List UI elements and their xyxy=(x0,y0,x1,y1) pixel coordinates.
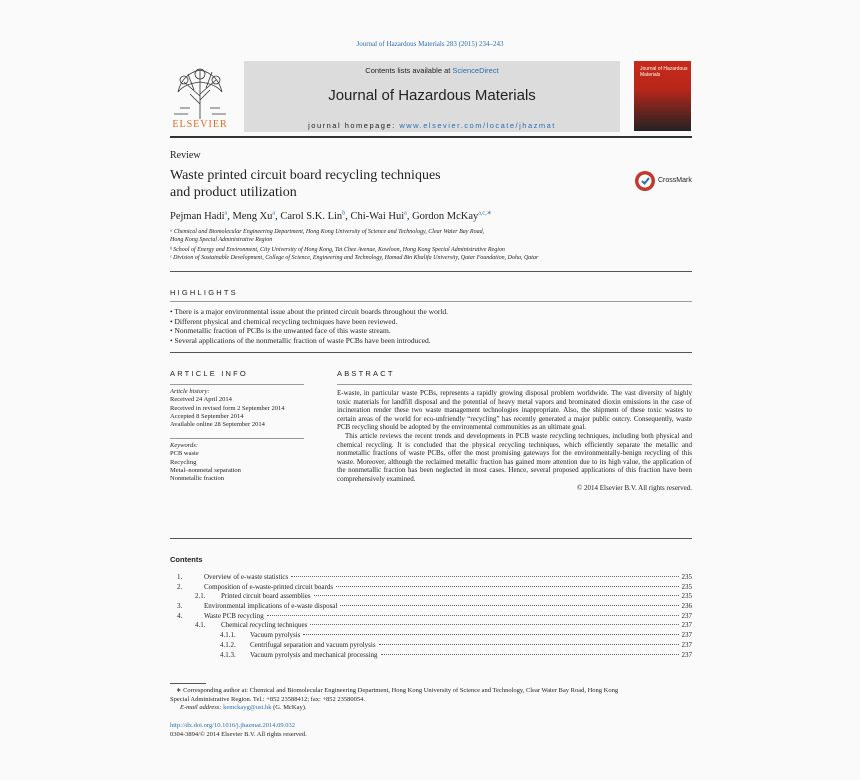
crossmark-label: CrossMark xyxy=(658,177,692,184)
crossmark-icon xyxy=(634,170,656,192)
email-link[interactable]: kemckayg@ust.hk xyxy=(223,704,272,711)
toc-entry[interactable]: 4.1. Chemical recycling techniques 237 xyxy=(195,621,692,629)
author[interactable]: Meng Xu$^a$, xyxy=(232,210,281,222)
divider xyxy=(170,438,304,439)
divider xyxy=(337,384,692,385)
toc-entry[interactable]: 4.1.3. Vacuum pyrolysis and mechanical processing 237 xyxy=(220,651,692,659)
toc-entry[interactable]: 4.1.1. Vacuum pyrolysis 237 xyxy=(220,631,692,639)
history-online: Available online 28 September 2014 xyxy=(170,421,265,429)
history-label: Article history: xyxy=(170,388,210,395)
abstract-copyright: © 2014 Elsevier B.V. All rights reserved. xyxy=(576,483,692,492)
highlight-item: • Several applications of the nonmetallic fraction of waste PCBs have been introduced. xyxy=(170,336,431,345)
article-info-heading: ARTICLE INFO xyxy=(170,369,248,378)
issn-line: 0304-3894/© 2014 Elsevier B.V. All rights reserved. xyxy=(170,731,307,738)
abstract-body xyxy=(337,389,692,492)
divider xyxy=(170,271,692,272)
abstract-paragraph-2: This article reviews the recent trends and developments in PCB waste recycling techniques, including both physical and chemical recycling. It is concluded that the physical recycling techniques, which efficiently separate the metallic and nonmetallic fractions of waste PCBs, offer the most promising gateways for the environmentally-benign recycling of this waste. Moreover, although the reclaimed metallic fraction has gained more attention due to its high value, the application of the nonmetallic fraction has been neglected in most cases. Hence, several proposed applications of this fraction have been comprehensively examined. xyxy=(337,431,692,483)
keyword: Recycling xyxy=(170,458,197,466)
author-list xyxy=(170,209,492,222)
author[interactable]: Carol S.K. Lin$^b$, xyxy=(280,210,351,222)
article-type: Review xyxy=(170,150,201,161)
affiliation-a-cont: Hong Kong Special Administrative Region xyxy=(170,237,273,243)
affiliation-c: ᶜ Division of Sustainable Development, College of Science, Engineering and Technology, Hamad Bin Khalifa University, Qatar Foundation, Doha, Qatar xyxy=(170,255,539,261)
elsevier-wordmark: ELSEVIER xyxy=(172,119,228,130)
journal-reference-link[interactable]: Journal of Hazardous Materials 283 (2015) 234–243 xyxy=(356,40,504,48)
history-received: Received 24 April 2014 xyxy=(170,396,232,404)
divider xyxy=(170,352,692,353)
journal-homepage-line xyxy=(244,121,620,130)
email-label: E-mail address: xyxy=(180,704,222,711)
toc-entry[interactable]: 4. Waste PCB recycling 237 xyxy=(177,612,692,620)
author[interactable]: Pejman Hadi$^a$, xyxy=(170,210,233,222)
highlights-heading: HIGHLIGHTS xyxy=(170,288,238,297)
affiliation-b: ᵇ School of Energy and Environment, City University of Hong Kong, Tat Chee Avenue, Kowloon, Hong Kong Special Administrative Region xyxy=(170,247,505,253)
article-history xyxy=(170,388,305,429)
doi-link[interactable]: http://dx.doi.org/10.1016/j.jhazmat.2014.09.032 xyxy=(170,722,295,729)
elsevier-tree-logo xyxy=(170,64,230,119)
affiliation-a: ᵃ Chemical and Biomolecular Engineering Department, Hong Kong University of Science and Technology, Clear Water Bay Road, xyxy=(170,229,485,235)
journal-title: Journal of Hazardous Materials xyxy=(328,87,536,104)
email-line xyxy=(170,704,702,712)
homepage-link[interactable]: www.elsevier.com/locate/jhazmat xyxy=(399,121,556,130)
footnote-divider xyxy=(170,683,206,684)
homepage-prefix: journal homepage: xyxy=(308,121,396,130)
article-title xyxy=(170,167,530,201)
header-divider xyxy=(170,136,692,138)
corresponding-author-note: ∗ Corresponding author at: Chemical and Biomolecular Engineering Department, Hong Kong University of Science and Technology, Clear Water Bay Road, Hong Kong xyxy=(176,687,619,694)
abstract-heading: ABSTRACT xyxy=(337,369,395,378)
highlight-item: • Nonmetallic fraction of PCBs is the unwanted face of this waste stream. xyxy=(170,326,391,335)
keywords xyxy=(170,442,305,483)
toc-entry[interactable]: 4.1.2. Centrifugal separation and vacuum pyrolysis 237 xyxy=(220,641,692,649)
author[interactable]: Gordon McKay$^{a,c,∗}$ xyxy=(412,210,492,222)
highlight-item: • There is a major environmental issue about the printed circuit boards throughout the world. xyxy=(170,307,449,316)
history-revised: Received in revised form 2 September 2014 xyxy=(170,404,285,412)
title-line-2: and product utilization xyxy=(170,185,297,200)
keyword: Nonmetallic fraction xyxy=(170,475,224,483)
divider xyxy=(170,538,692,539)
toc-entry[interactable]: 1. Overview of e-waste statistics 235 xyxy=(177,573,692,581)
keyword: Metal–nonmetal separation xyxy=(170,466,241,474)
contents-heading: Contents xyxy=(170,555,203,564)
corresponding-author-note-cont: Special Administrative Region. Tel.: +852 23588412; fax: +852 23580054. xyxy=(170,696,366,703)
sciencedirect-link[interactable]: ScienceDirect xyxy=(452,66,499,75)
toc-entry[interactable]: 2. Composition of e-waste-printed circuit boards 235 xyxy=(177,583,692,591)
abstract-paragraph-1: E-waste, in particular waste PCBs, represents a rapidly growing disposal problem worldwide. The vast diversity of highly toxic materials for landfill disposal and the potential of heavy metal vapors and brominated dioxin emissions in the case of incineration render these two waste management technologies inappropriate. Also, the shipment of these toxic wastes to certain areas of the world for eco-unfriendly “recycling” has recently generated a major public outcry. Consequently, waste PCB recycling should be adopted by the environmental communities as an ultimate goal. xyxy=(337,389,692,432)
divider xyxy=(170,301,692,302)
cover-title: Journal of Hazardous Materials xyxy=(640,66,688,78)
toc-entry[interactable]: 3. Environmental implications of e-waste disposal 236 xyxy=(177,602,692,610)
history-accepted: Accepted 8 September 2014 xyxy=(170,412,244,420)
contents-prefix: Contents lists available at xyxy=(365,66,451,75)
keyword: PCB waste xyxy=(170,450,199,458)
contents-available-line xyxy=(244,66,620,75)
email-suffix: (G. McKay). xyxy=(273,704,307,711)
highlight-item: • Different physical and chemical recycling techniques have been reviewed. xyxy=(170,317,398,326)
divider xyxy=(170,384,304,385)
crossmark-button[interactable] xyxy=(634,170,694,192)
title-line-1: Waste printed circuit board recycling techniques xyxy=(170,168,441,183)
author[interactable]: Chi-Wai Hui$^a$, xyxy=(350,210,413,222)
toc-entry[interactable]: 2.1. Printed circuit board assemblies 235 xyxy=(195,592,692,600)
keywords-label: Keywords: xyxy=(170,442,198,449)
